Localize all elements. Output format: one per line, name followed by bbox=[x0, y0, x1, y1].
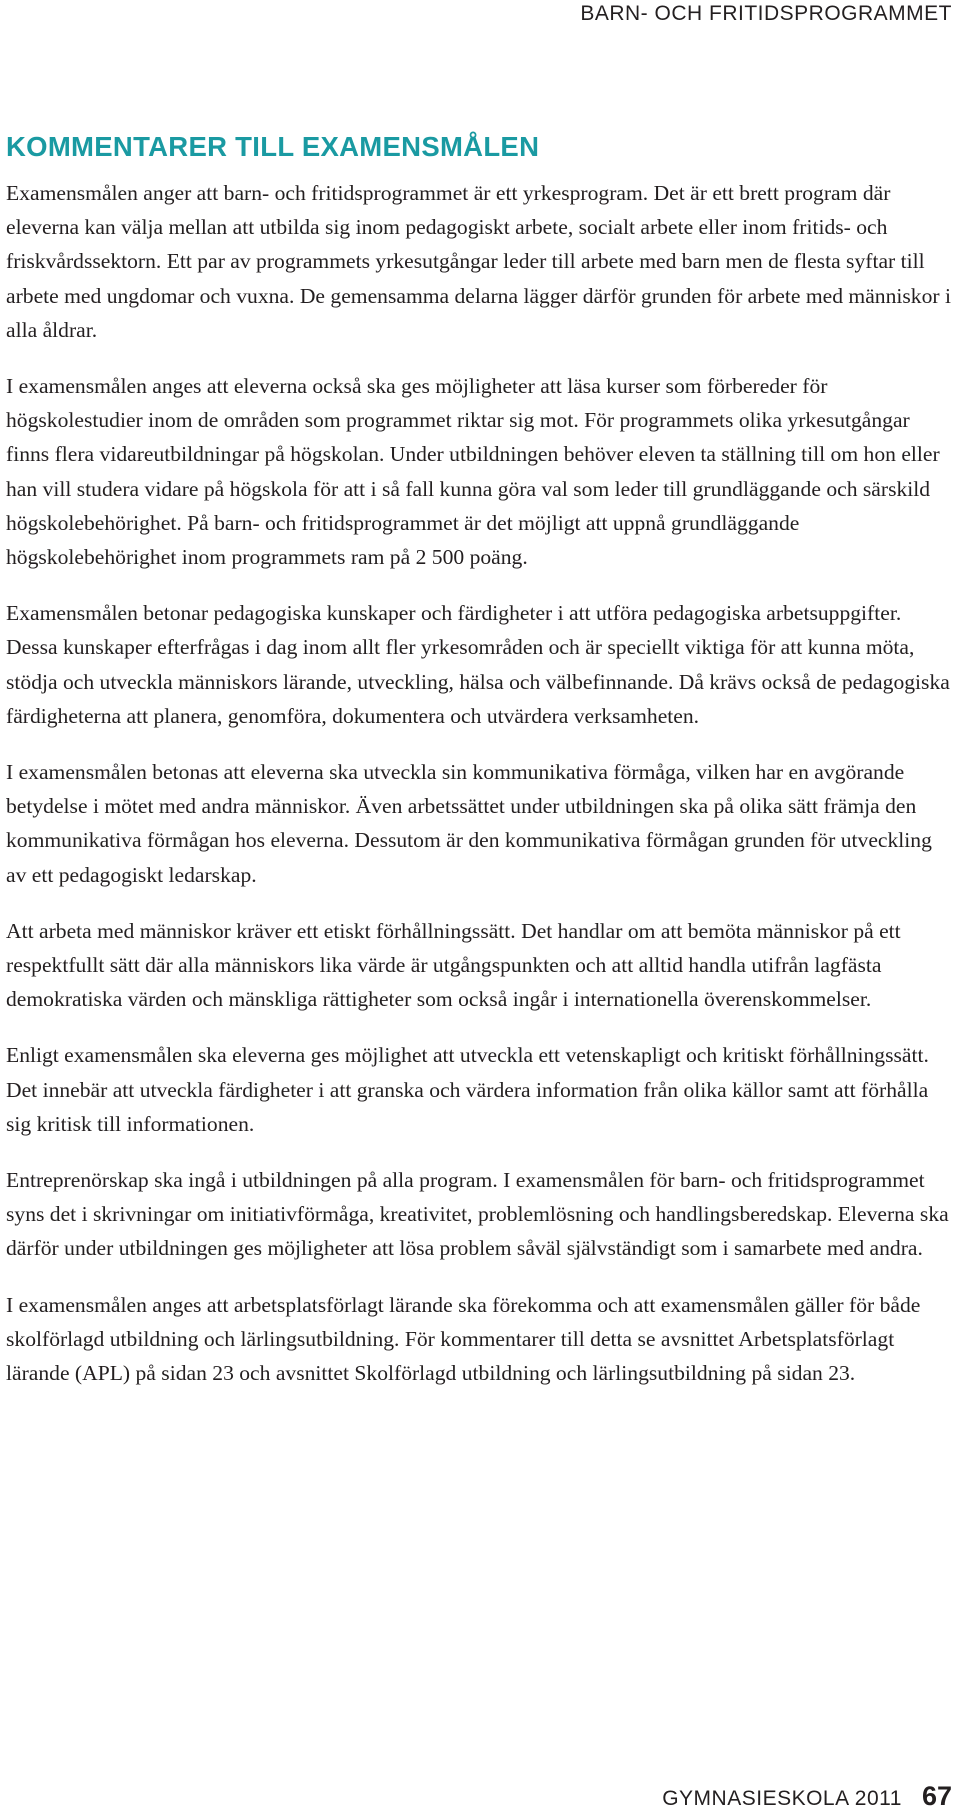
section-title: KOMMENTARER TILL EXAMENSMÅLEN bbox=[6, 131, 540, 162]
paragraph: I examensmålen anges att arbetsplatsförlagt lärande ska förekomma och att examensmålen gäller för både skolförlagd utbildning och lärlingsutbildning. För kommentarer till detta se avsnittet Arbetsplatsförlagt lärande (APL) på sidan 23 och avsnittet Skolförlagd utbildning och lärlingsutbildning på sidan 23. bbox=[6, 1292, 921, 1386]
paragraph: Att arbeta med människor kräver ett etiskt förhållningssätt. Det handlar om att bemöta människor på ett respektfullt sätt där alla människors lika värde är utgångspunkten och att alltid handla utifrån lagfästa demokratiska värden och mänskliga rättigheter som också ingår i internationella överenskommelser. bbox=[6, 918, 901, 1012]
publication-name: GYMNASIESKOLA 2011 bbox=[662, 1787, 902, 1810]
paragraph: I examensmålen anges att eleverna också ska ges möjligheter att läsa kurser som förbereder för högskolestudier inom de områden som programmet riktar sig mot. För programmets olika yrkesutgångar finns flera vidareutbildningar på högskolan. Under utbildningen behöver eleven ta ställning till om hon eller han vill studera vidare på högskola för att i så fall kunna göra val som leder till grundläggande och särskild högskolebehörighet. På barn- och fritidsprogrammet är det möjligt att uppnå grundläggande högskolebehörighet inom programmets ram på 2 500 poäng. bbox=[6, 374, 940, 570]
paragraph: Enligt examensmålen ska eleverna ges möjlighet att utveckla ett vetenskapligt och kritiskt förhållningssätt. Det innebär att utveckla färdigheter i att granska och värdera information från olika källor samt att förhålla sig kritisk till informationen. bbox=[6, 1043, 929, 1136]
paragraph: Examensmålen anger att barn- och fritidsprogrammet är ett yrkesprogram. Det är ett brett program där eleverna kan välja mellan att utbilda sig inom pedagogiskt arbete, socialt arbete eller inom fritids- och friskvårdssektorn. Ett par av programmets yrkesutgångar leder till arbete med barn men de flesta syftar till arbete med ungdomar och vuxna. De gemensamma delarna lägger därför grunden för arbete med människor i alla åldrar. bbox=[6, 181, 951, 342]
page-footer bbox=[662, 1781, 952, 1812]
body-text bbox=[6, 176, 954, 1390]
paragraph: I examensmålen betonas att eleverna ska utveckla sin kommunikativa förmåga, vilken har en avgörande betydelse i mötet med andra människor. Även arbetssättet under utbildningen ska på olika sätt främja den kommunikativa förmågan hos eleverna. Dessutom är den kommunikativa förmågan grunden för utveckling av ett pedagogiskt ledarskap. bbox=[6, 760, 932, 887]
paragraph: Entreprenörskap ska ingå i utbildningen på alla program. I examensmålen för barn- och fritidsprogrammet syns det i skrivningar om initiativförmåga, kreativitet, problemlösning och handlingsberedskap. Eleverna ska därför under utbildningen ges möjligheter att lösa problem såväl självständigt som i samarbete med andra. bbox=[6, 1168, 949, 1261]
paragraph: Examensmålen betonar pedagogiska kunskaper och färdigheter i att utföra pedagogiska arbetsuppgifter. Dessa kunskaper efterfrågas i dag inom allt fler yrkesområden och är speciellt viktiga för att kunna möta, stödja och utveckla människors lärande, utveckling, hälsa och välbefinnande. Då krävs också de pedagogiska färdigheterna att planera, genomföra, dokumentera och utvärdera verksamheten. bbox=[6, 601, 950, 728]
running-header: BARN- OCH FRITIDSPROGRAMMET bbox=[580, 2, 952, 25]
page-number: 67 bbox=[921, 1781, 952, 1811]
